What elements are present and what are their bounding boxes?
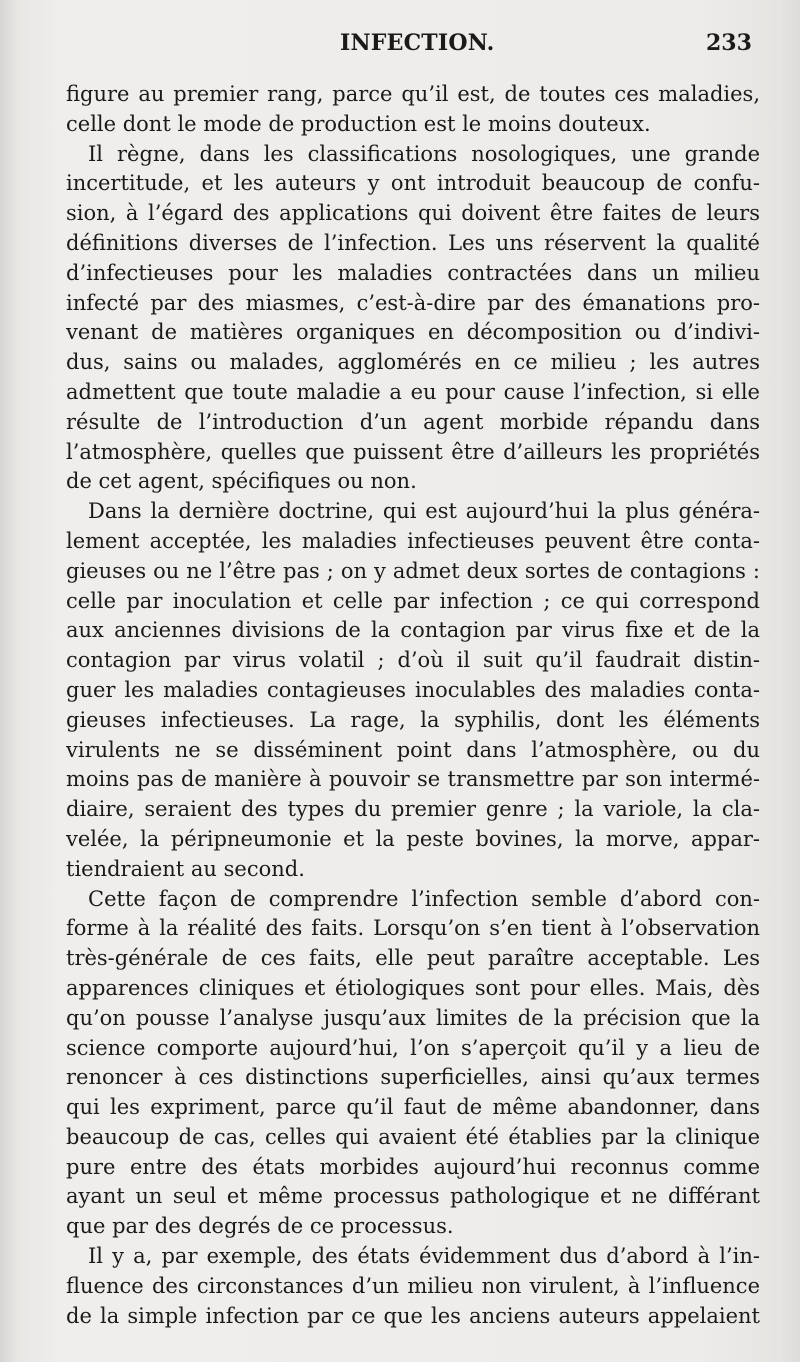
- text-line: Il y a, par exemple, des états évidemment dus d’abord à l’in-: [88, 1244, 760, 1269]
- running-head: [0, 30, 800, 64]
- paragraph: [66, 885, 760, 1243]
- text-line: résulte de l’introduction d’un agent morbide répandu dans: [66, 409, 760, 434]
- text-line: ayant un seul et même processus pathologique et ne différant: [66, 1184, 760, 1209]
- text-line: contagion par virus volatil ; d’où il suit qu’il faudrait distin-: [66, 648, 760, 673]
- text-line: renoncer à ces distinctions superficielles, ainsi qu’aux termes: [66, 1065, 760, 1090]
- text-line: pure entre des états morbides aujourd’hui reconnus comme: [66, 1154, 760, 1179]
- page-number: 233: [706, 30, 752, 56]
- text-line: de la simple infection par ce que les anciens auteurs appelaient: [66, 1303, 760, 1328]
- text-line: d’infectieuses pour les maladies contractées dans un milieu: [66, 260, 760, 285]
- text-line: incertitude, et les auteurs y ont introduit beaucoup de confu-: [66, 171, 760, 196]
- text-line: Cette façon de comprendre l’infection semble d’abord con-: [88, 886, 760, 911]
- text-line: que par des degrés de ce processus.: [66, 1214, 454, 1239]
- text-line: venant de matières organiques en décomposition ou d’indivi-: [66, 320, 760, 345]
- text-line: celle par inoculation et celle par infection ; ce qui correspond: [66, 588, 760, 613]
- text-line: beaucoup de cas, celles qui avaient été établies par la clinique: [66, 1124, 760, 1149]
- text-line: apparences cliniques et étiologiques sont pour elles. Mais, dès: [66, 975, 760, 1000]
- paragraph: [66, 140, 760, 498]
- text-line: Il règne, dans les classifications nosologiques, une grande: [88, 141, 760, 166]
- text-line: aux anciennes divisions de la contagion par virus fixe et de la: [66, 618, 760, 643]
- paragraph: [66, 80, 760, 140]
- text-line: infecté par des miasmes, c’est-à-dire par des émanations pro-: [66, 290, 760, 315]
- text-line: moins pas de manière à pouvoir se transmettre par son intermé-: [66, 767, 760, 792]
- text-line: fluence des circonstances d’un milieu non virulent, à l’influence: [66, 1273, 760, 1298]
- text-line: science comporte aujourd’hui, l’on s’aperçoit qu’il y a lieu de: [66, 1035, 760, 1060]
- text-line: guer les maladies contagieuses inoculables des maladies conta-: [66, 677, 760, 702]
- text-line: de cet agent, spécifiques ou non.: [66, 469, 417, 494]
- text-line: qui les expriment, parce qu’il faut de même abandonner, dans: [66, 1095, 760, 1120]
- text-line: définitions diverses de l’infection. Les uns réservent la qualité: [66, 230, 760, 255]
- text-line: figure au premier rang, parce qu’il est, de toutes ces maladies,: [66, 82, 760, 106]
- body-text: [66, 80, 760, 1345]
- text-line: gieuses ou ne l’être pas ; on y admet deux sortes de contagions :: [66, 558, 760, 583]
- text-line: admettent que toute maladie a eu pour cause l’infection, si elle: [66, 379, 760, 404]
- text-line: qu’on pousse l’analyse jusqu’aux limites de la précision que la: [66, 1005, 760, 1030]
- text-line: diaire, seraient des types du premier genre ; la variole, la cla-: [66, 797, 760, 822]
- text-line: gieuses infectieuses. La rage, la syphilis, dont les éléments: [66, 707, 760, 732]
- paragraph: [66, 1242, 760, 1331]
- running-title: INFECTION.: [340, 30, 495, 56]
- text-line: l’atmosphère, quelles que puissent être d’ailleurs les propriétés: [66, 439, 760, 464]
- paragraph: [66, 497, 760, 884]
- text-line: virulents ne se disséminent point dans l’atmosphère, ou du: [66, 737, 760, 762]
- text-line: lement acceptée, les maladies infectieuses peuvent être conta-: [66, 528, 760, 553]
- text-line: dus, sains ou malades, agglomérés en ce milieu ; les autres: [66, 350, 760, 375]
- text-line: velée, la péripneumonie et la peste bovines, la morve, appar-: [66, 826, 760, 851]
- text-line: forme à la réalité des faits. Lorsqu’on s’en tient à l’observation: [66, 916, 760, 941]
- text-line: très-générale de ces faits, elle peut paraître acceptable. Les: [66, 946, 760, 971]
- text-line: Dans la dernière doctrine, qui est aujourd’hui la plus généra-: [88, 499, 760, 524]
- text-line: tiendraient au second.: [66, 856, 305, 881]
- text-line: celle dont le mode de production est le moins douteux.: [66, 111, 651, 136]
- text-line: sion, à l’égard des applications qui doivent être faites de leurs: [66, 201, 760, 226]
